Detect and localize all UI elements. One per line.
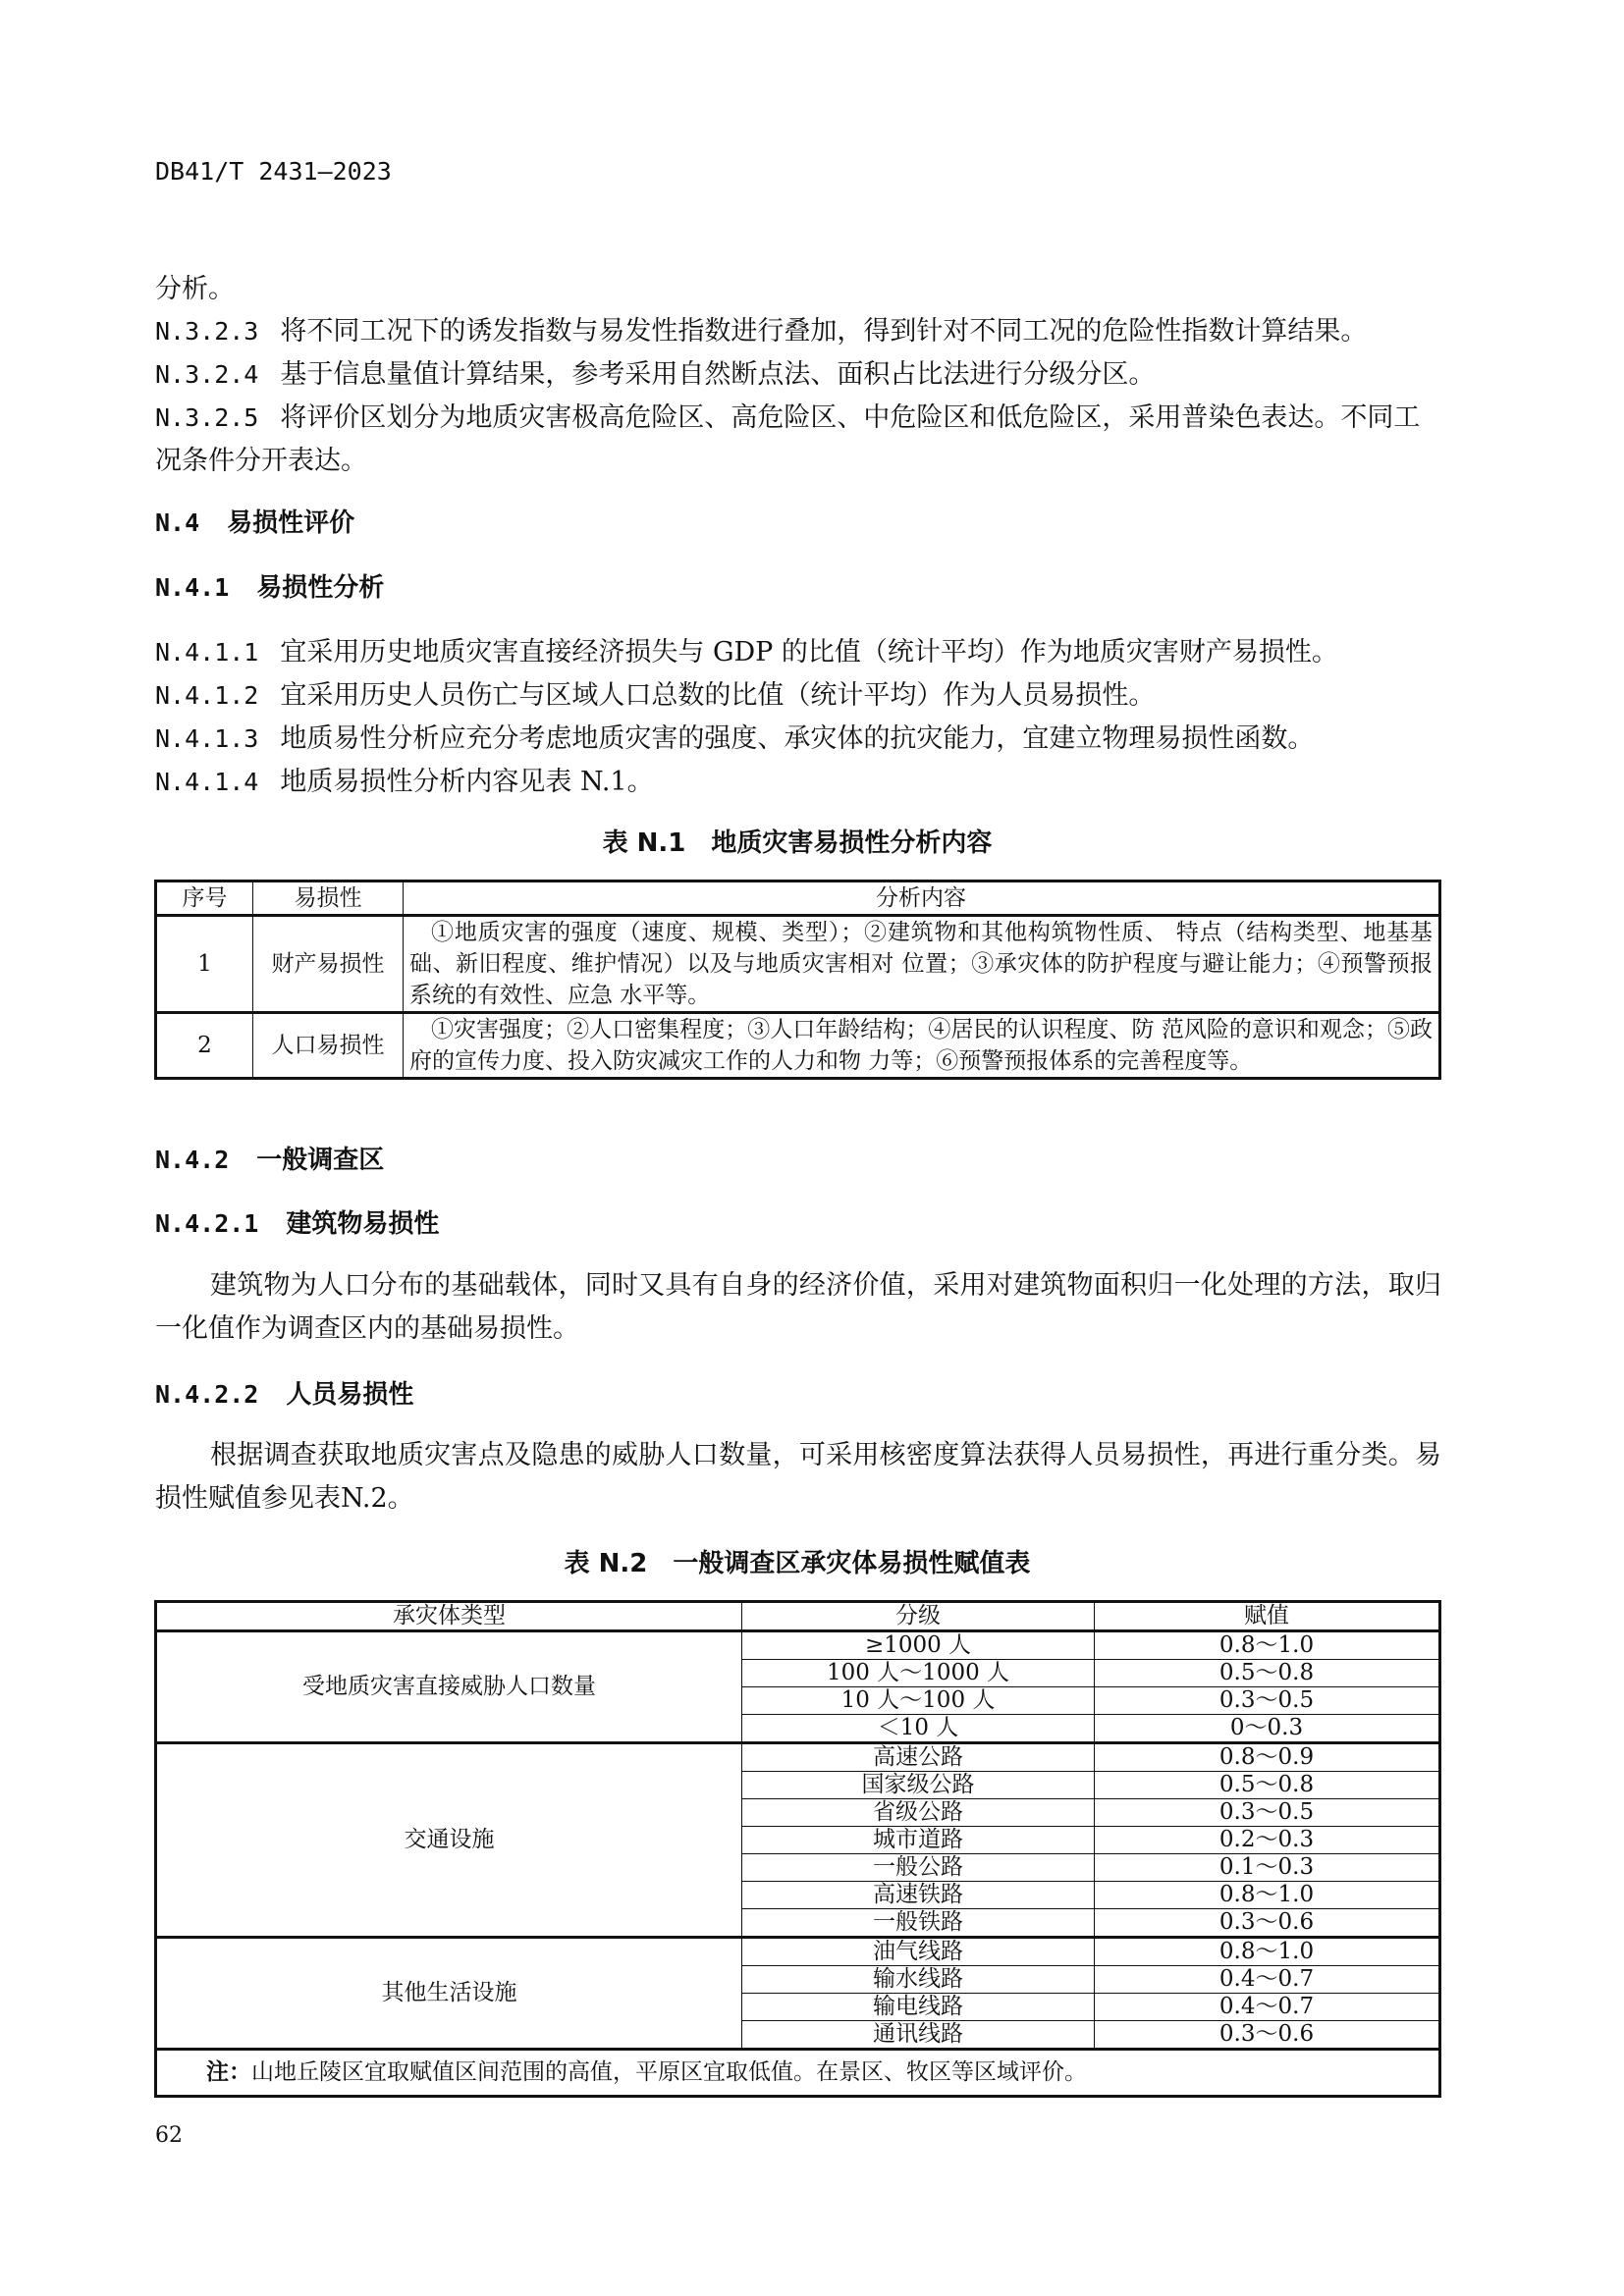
grade-cell: 高速公路 xyxy=(742,1743,1095,1772)
table-row xyxy=(156,1631,1440,1660)
heading-n422 xyxy=(155,1374,413,1411)
grade-cell: 省级公路 xyxy=(742,1799,1095,1827)
heading-n421 xyxy=(155,1203,439,1240)
table-header: 序号 xyxy=(156,881,253,916)
note-text: 山地丘陵区宜取赋值区间范围的高值，平原区宜取低值。在景区、牧区等区域评价。 xyxy=(251,2059,1087,2085)
category-cell: 受地质灾害直接威胁人口数量 xyxy=(156,1631,742,1743)
heading-code: N.4.2 xyxy=(155,1146,230,1174)
note-label: 注： xyxy=(206,2059,251,2085)
heading-code: N.4.2.1 xyxy=(155,1209,259,1238)
table-cell: 人口易损性 xyxy=(253,1013,404,1079)
value-cell: 0.8～1.0 xyxy=(1095,1882,1440,1909)
clause-item xyxy=(155,760,654,798)
heading-code: N.4.2.2 xyxy=(155,1380,259,1409)
clause-number: N.4.1.4 xyxy=(155,768,259,796)
clause-text: 基于信息量值计算结果，参考采用自然断点法、面积占比法进行分级分区。 xyxy=(280,359,1156,390)
heading-n41 xyxy=(155,567,384,604)
grade-cell: 一般铁路 xyxy=(742,1909,1095,1938)
paragraph-n422: 根据调查获取地质灾害点及隐患的威胁人口数量，可采用核密度算法获得人员易损性，再进行重分类。易损性赋值参见表N.2。 xyxy=(155,1440,1441,1514)
clause-number: N.4.1.3 xyxy=(155,724,259,753)
grade-cell: 输电线路 xyxy=(742,1994,1095,2021)
table-note-row xyxy=(156,2050,1440,2097)
category-cell: 交通设施 xyxy=(156,1743,742,1938)
clause-text: 将不同工况下的诱发指数与易发性指数进行叠加，得到针对不同工况的危险性指数计算结果。 xyxy=(280,316,1368,347)
heading-text: 人员易损性 xyxy=(286,1380,414,1410)
table-cell: 1 xyxy=(156,916,253,1013)
clause-number: N.4.1.2 xyxy=(155,681,259,710)
heading-n4 xyxy=(155,503,354,539)
clause-number: N.4.1.1 xyxy=(155,638,259,667)
value-cell: 0.3～0.6 xyxy=(1095,1909,1440,1938)
grade-cell: ＜10 人 xyxy=(742,1715,1095,1743)
text-line xyxy=(155,439,367,477)
table-cell: 2 xyxy=(156,1013,253,1079)
table-header: 易损性 xyxy=(253,881,404,916)
value-cell: 0.2～0.3 xyxy=(1095,1827,1440,1854)
value-cell: 0.3～0.5 xyxy=(1095,1687,1440,1715)
grade-cell: 城市道路 xyxy=(742,1827,1095,1854)
heading-text: 一般调查区 xyxy=(256,1146,385,1175)
grade-cell: 通讯线路 xyxy=(742,2021,1095,2050)
clause-text: 地质易损性分析内容见表 N.1。 xyxy=(280,767,654,797)
heading-code: N.4.1 xyxy=(155,573,230,602)
heading-text: 易损性评价 xyxy=(227,508,355,538)
value-cell: 0.4～0.7 xyxy=(1095,1966,1440,1994)
table-row xyxy=(156,916,1440,1013)
clause-number: N.3.2.5 xyxy=(155,403,259,432)
table-note xyxy=(156,2050,1440,2097)
heading-n42 xyxy=(155,1140,384,1176)
clause-text: 宜采用历史地质灾害直接经济损失与 GDP 的比值（统计平均）作为地质灾害财产易损性。 xyxy=(280,637,1338,667)
value-cell: 0.5～0.8 xyxy=(1095,1660,1440,1687)
category-cell: 其他生活设施 xyxy=(156,1938,742,2050)
value-cell: 0.1～0.3 xyxy=(1095,1854,1440,1882)
grade-cell: 10 人～100 人 xyxy=(742,1687,1095,1715)
table-row xyxy=(156,1013,1440,1079)
text-line xyxy=(155,267,235,305)
table-header: 分级 xyxy=(742,1602,1095,1631)
grade-cell: 100 人～1000 人 xyxy=(742,1660,1095,1687)
clause-item xyxy=(155,673,1155,712)
clause-text: 将评价区划分为地质灾害极高危险区、高危险区、中危险区和低危险区，采用普染色表达。不同工 xyxy=(280,402,1421,433)
table-n2 xyxy=(154,1600,1441,2098)
grade-cell: 油气线路 xyxy=(742,1938,1095,1966)
paragraph-n421: 建筑物为人口分布的基础载体，同时又具有自身的经济价值，采用对建筑物面积归一化处理的方法，取归一化值作为调查区内的基础易损性。 xyxy=(155,1270,1441,1344)
clause-text: 地质易性分析应充分考虑地质灾害的强度、承灾体的抗灾能力，宜建立物理易损性函数。 xyxy=(280,723,1315,754)
clause-item xyxy=(155,630,1338,668)
heading-text: 建筑物易损性 xyxy=(286,1209,440,1239)
clause-text: 况条件分开表达。 xyxy=(155,446,367,476)
table-cell: ①地质灾害的强度（速度、规模、类型）；②建筑物和其他构筑物性质、 特点（结构类型、地基基础、新旧程度、维护情况）以及与地质灾害相对 位置；③承灾体的防护程度与避让能力；④预警预报系统的有效性、应急 水平等。 xyxy=(404,916,1440,1013)
value-cell: 0.4～0.7 xyxy=(1095,1994,1440,2021)
table-header: 分析内容 xyxy=(404,881,1440,916)
table-cell: 财产易损性 xyxy=(253,916,404,1013)
value-cell: 0～0.3 xyxy=(1095,1715,1440,1743)
clause-item xyxy=(155,717,1314,755)
value-cell: 0.3～0.5 xyxy=(1095,1799,1440,1827)
value-cell: 0.8～1.0 xyxy=(1095,1631,1440,1660)
clause-text: 宜采用历史人员伤亡与区域人口总数的比值（统计平均）作为人员易损性。 xyxy=(280,680,1156,711)
clause-text: 分析。 xyxy=(155,274,235,304)
table-cell: ①灾害强度；②人口密集程度；③人口年龄结构；④居民的认识程度、防 范风险的意识和观念；⑤政府的宣传力度、投入防灾减灾工作的人力和物 力等；⑥预警预报体系的完善程度等。 xyxy=(404,1013,1440,1079)
clause-number: N.3.2.4 xyxy=(155,360,259,389)
clause-number: N.3.2.3 xyxy=(155,317,259,346)
text-line xyxy=(155,352,1155,391)
grade-cell: 高速铁路 xyxy=(742,1882,1095,1909)
value-cell: 0.8～0.9 xyxy=(1095,1743,1440,1772)
grade-cell: 国家级公路 xyxy=(742,1772,1095,1799)
text-line xyxy=(155,396,1420,434)
grade-cell: 一般公路 xyxy=(742,1854,1095,1882)
heading-text: 易损性分析 xyxy=(256,573,385,603)
table1-title: 表 N.1 地质灾害易损性分析内容 xyxy=(602,828,993,858)
table-row xyxy=(156,1743,1440,1772)
value-cell: 0.8～1.0 xyxy=(1095,1938,1440,1966)
value-cell: 0.5～0.8 xyxy=(1095,1772,1440,1799)
grade-cell: ≥1000 人 xyxy=(742,1631,1095,1660)
table-header: 赋值 xyxy=(1095,1602,1440,1631)
heading-code: N.4 xyxy=(155,508,200,537)
page-number: 62 xyxy=(155,2123,183,2148)
table-n1 xyxy=(154,880,1441,1080)
table-header: 承灾体类型 xyxy=(156,1602,742,1631)
table-row xyxy=(156,1938,1440,1966)
text-line xyxy=(155,309,1367,347)
table2-title: 表 N.2 一般调查区承灾体易损性赋值表 xyxy=(564,1549,1031,1578)
value-cell: 0.3～0.6 xyxy=(1095,2021,1440,2050)
grade-cell: 输水线路 xyxy=(742,1966,1095,1994)
document-header: DB41/T 2431—2023 xyxy=(155,157,392,186)
